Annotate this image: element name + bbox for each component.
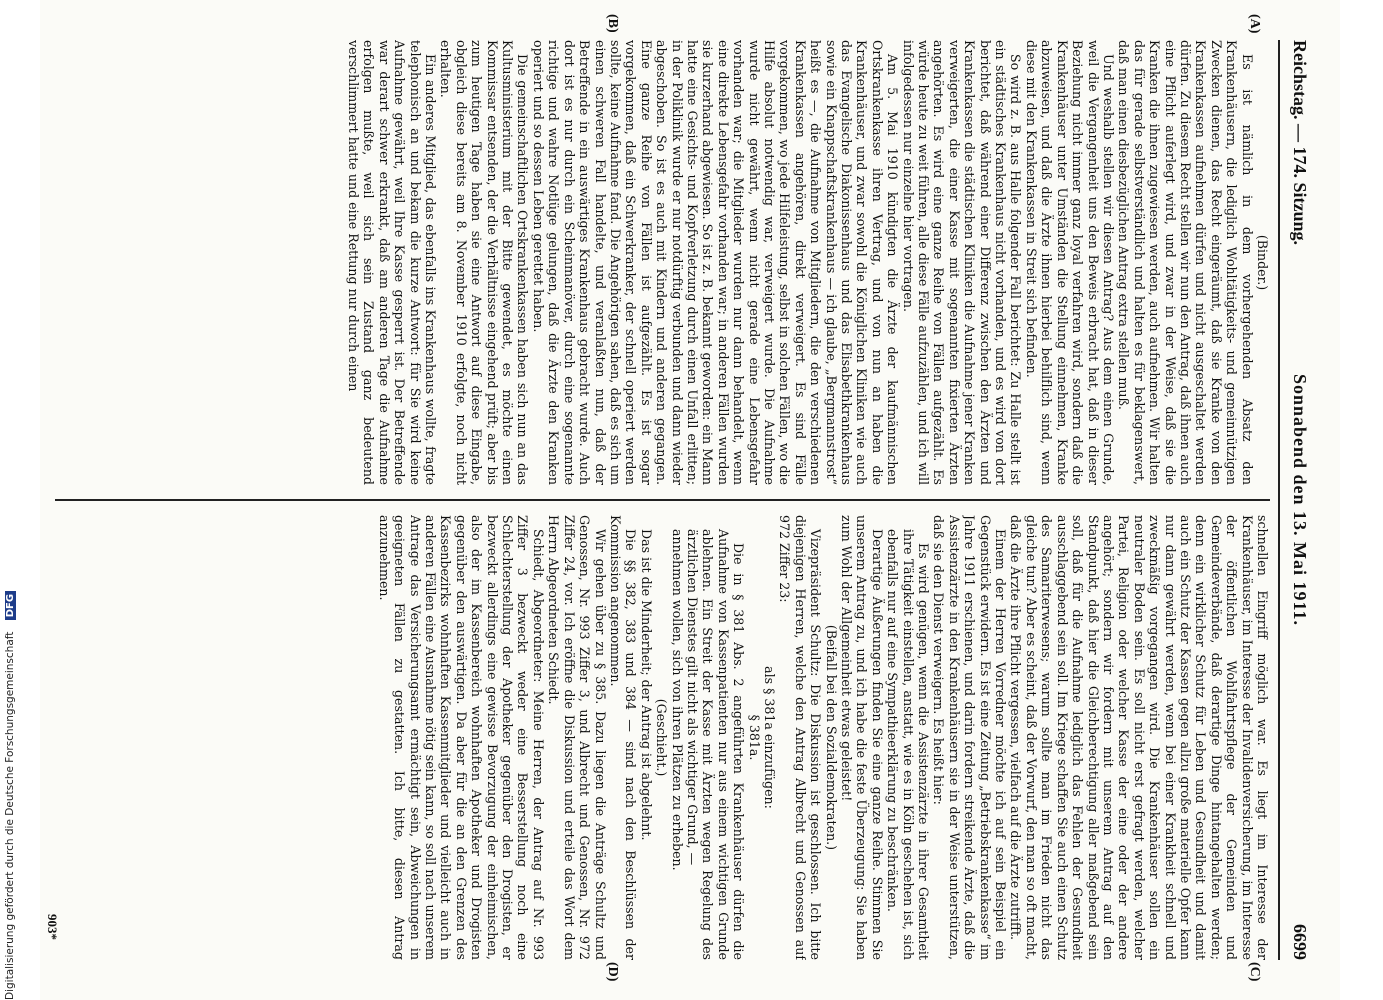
page-number: 6699 bbox=[1290, 924, 1310, 960]
section-heading: § 381a. bbox=[746, 714, 762, 761]
paragraph: Wir gehen über zu § 385. Dazu liegen die Anträge Schultz und Genossen, Nr. 993 Ziffer 3, und Albrecht und Genossen, Nr. 972 Ziffer 24, vor. Ich eröffne die Diskussion und erteile das Wort dem Herrn Abgeordneten Schiedt. bbox=[546, 515, 608, 960]
quotation: Es wird genügen, wenn die Assistenzärzte in ihrer Gesamtheit ihre Tätigkeit einstellen, anstatt, wie es in Köln geschehen ist, sich ebenfalls nur auf eine Sympathieerklärung zu beschränken. bbox=[885, 529, 932, 960]
paragraph: Und weshalb stellen wir diesen Antrag? Aus dem einen Grunde, weil die Vergangenheit uns den Beweis erbracht hat, daß in dieser Beziehung nicht immer ganz loyal verfahren wird, sondern daß die Krankenhäuser unter Umständen die Stellung einnehmen, Kranke abzuweisen, und daß die Ärzte ihnen hierbei behilflich sind, wenn diese mit den Krankenkassen in Streit sich befinden. bbox=[1023, 40, 1116, 485]
digitization-credit bbox=[4, 20, 16, 1000]
paragraph: Die §§ 382, 383 und 384 — sind nach den Beschlüssen der Kommission angenommen. bbox=[607, 515, 639, 960]
paragraph: Es ist nämlich in dem vorhergehenden Absatz den Krankenhäusern, die lediglich Wohltätigkeits- und gemeinnützigen Zwecken dienen, das Recht eingeräumt, daß sie Kranke von den Krankenkassen aufnehmen dürfen und nicht ausgeschaltet werden dürfen. Zu diesem Recht stellen wir nun den Antrag, daß ihnen auch eine Pflicht auferlegt wird, und zwar in der Weise, daß sie die Kranken die ihnen zugewiesen werden, auch aufnehmen. Wir halten das für gerade selbstverständlich und halten es für beklagenswert, daß man einen diesbezüglichen Antrag extra stellen muß. bbox=[1116, 40, 1255, 485]
page-header bbox=[1278, 40, 1320, 960]
paragraph: Die gemeinschaftlichen Ortskrankenkassen haben sich nun an das Kultusministerium mit der Bitte gewendet, es möchte einen Kommissar entsenden, der die Verhältnisse eingehend prüft; aber bis zum heutigen Tage haben sie eine Antwort auf diese Eingabe, obgleich diese bereits am 8. November 1910 erfolgte, noch nicht erhalten. bbox=[438, 40, 531, 485]
paragraph: schnellen Eingriff möglich war. Es liegt im Interesse der Krankenhäuser, im Interesse der Invalidenversicherung, im Interesse der öffentlichen Wohlfahrtspflege der Gemeinden und Gemeindeverbände, daß derartige Dinge hintangehalten werden; denn ein wirklicher Schutz für Leben und Gesundheit und damit auch ein Schutz der Kassen gegen allzu große materielle Opfer kann nur dann gewährt werden, wenn bei einer Krankheit schnell und zweckmäßig vorgegangen wird. Die Krankenhäuser sollen ein neutraler Boden sein. Es soll nicht erst gefragt werden, welcher Partei, Religion oder welcher Kasse der eine oder der andere angehört; sondern wir fordern mit unserem Antrag auf den Standpunkt, daß hier die Gleichberechtigung aller maßgebend sein soll, daß für die Aufnahme lediglich das Fehlen der Gesundheit ausschlaggebend sein soll. Im Kriege schaffen Sie auch einen Schutz des Samariterwesens; warum sollte man im Frieden nicht das gleiche tun? Aber es scheint, daß der Vorwurf, den man so oft macht, daß die Ärzte ihre Pflicht vergessen, vielfach auf die Ärzte zutrifft. bbox=[1008, 515, 1270, 960]
stage-note: (Geschieht.) bbox=[654, 698, 670, 777]
scanned-page bbox=[40, 0, 1340, 1000]
margin-letter-b: (B) bbox=[605, 14, 620, 33]
header-left: Reichstag. — 174. Sitzung. bbox=[1290, 40, 1310, 246]
margin-letter-a: (A) bbox=[1247, 14, 1262, 34]
left-column bbox=[60, 40, 1270, 485]
paragraph: Vizepräsident Schultz: Die Diskussion ist geschlossen. Ich bitte diejenigen Herren, welche den Antrag Albrecht und Genossen auf 972 Ziffer 23: bbox=[777, 515, 824, 960]
paragraph: annehmen wollen, sich von ihren Plätzen zu erheben. bbox=[669, 529, 685, 871]
paragraph: Derartige Äußerungen finden Sie eine ganze Reihe. Stimmen Sie unserem Antrag zu, und ich habe die feste Überzeugung: Sie haben zum Wohl der Allgemeinheit etwas geleistet! bbox=[839, 515, 885, 960]
paragraph: So wird z. B. aus Halle folgender Fall berichtet: Zu Halle stellt ist ein städtisches Krankenhaus nicht vorhanden, und es wird von dort berichtet, daß während einer Differenz zwischen den Ärzten und Krankenkassen die städtischen Kliniken die Aufnahme jener Kranken verweigerten, die einer Kasse mit sogenannten fixierten Ärzten angehörten. Es wird eine ganze Reihe von Fällen aufgezählt. Es würde heute zu weit führen, alle diese Fälle aufzuzählen, und ich will infolgedessen nur einzelne hier vortragen. bbox=[900, 40, 1024, 485]
header-date: Sonnabend den 13. Mai 1911. bbox=[1290, 373, 1310, 627]
margin-letter-c: (C) bbox=[1247, 962, 1262, 982]
sheet-signature: 903* bbox=[45, 914, 60, 940]
speaker-reference: (Binder.) bbox=[1255, 234, 1270, 291]
paragraph: als § 381a einzufügen: bbox=[762, 666, 777, 809]
dfg-logo: DFG bbox=[5, 591, 16, 620]
paragraph: Das ist die Minderheit; der Antrag ist abgelehnt. bbox=[638, 529, 654, 841]
paragraph: Schiedt, Abgeordneter: Meine Herren, der Antrag auf Nr. 993 Ziffer 3 bezweckt weder eine Besserstellung noch eine Schlechterstellung der Apotheker gegenüber den Drogisten, er bezweckt allerdings eine gewisse Bevorzugung der einheimischen, also der im Kassenbereich wohnhaften Apotheker und Drogisten gegenüber den auswärtigen. Da aber für die an den Grenzen des Kassenbezirks wohnhaften Kassenmitglieder und vielleicht auch in anderen Fällen eine Ausnahme nötig sein kann, so soll nach unserem Antrage das Versicherungsamt ermächtigt sein, Abweichungen in geeigneten Fällen zu gestatten. Ich bitte, diesen Antrag anzunehmen. bbox=[376, 515, 546, 960]
paragraph: Am 5. Mai 1910 kündigten die Ärzte der kaufmännischen Ortskrankenkasse ihren Vertrag, und von nun an haben die Krankenhäuser, und zwar sowohl die Königlichen Kliniken wie auch das Evangelische Diakonissenhaus und das Elisabethkrankenhaus sowie ein Knappschaftskrankenhaus — ich glaube, „Bergmannstrost“ heißt es —, die Aufnahme von Mitgliedern, die den verschiedenen Krankenkassen angehören, direkt verweigert. Es sind Fälle vorgekommen, wo jede Hilfeleistung, selbst in solchen Fällen, wo die Hilfe absolut notwendig war, verweigert wurde. Die Aufnahme wurde nicht gewährt, wenn nicht gerade eine Lebensgefahr vorhanden war; die Mitglieder wurden nur dann behandelt, wenn eine direkte Lebensgefahr vorhanden war; in anderen Fällen wurden sie kurzerhand abgewiesen. So ist z. B. bekannt geworden: ein Mann hatte eine Gesichts- und Kopfverletzung durch einen Unfall erlitten; in der Poliklinik wurde er nur notdürftig verbunden und dann wieder abgeschoben. So ist es auch mit Kindern und anderen gegangen. Eine ganze Reihe von Fällen ist aufgezählt. Es ist sogar vorgekommen, daß ein Schwerkranker, der schnell operiert werden sollte, keine Aufnahme fand. Die Angehörigen sahen, daß es sich um einen schweren Fall handelte, und veranlaßten nun, daß der Betreffende in ein auswärtiges Krankenhaus gebracht wurde. Auch dort ist es nur durch ein Scheinmanöver, durch eine sogenannte richtige und wahre Notlüge gelungen, daß die Ärzte den Kranken operiert und so dessen Leben gerettet haben. bbox=[530, 40, 901, 485]
column-divider bbox=[55, 499, 1270, 501]
paragraph: Einem der Herren Vorredner möchte ich auf sein Beispiel ein Gegenstück erwidern. Es ist eine Zeitung „Betriebskrankenkasse“ im Jahre 1911 erschienen, und darin fordern streikende Ärzte, daß die Assistenzärzte in den Krankenhäusern sie in der Weise unterstützen, daß sie den Dienst verweigern. Es heißt hier: bbox=[931, 515, 1009, 960]
right-column bbox=[60, 515, 1270, 960]
credit-text: Digitalisierung gefördert durch die Deutsche Forschungsgemeinschaft bbox=[4, 631, 16, 1000]
applause-note: (Beifall bei den Sozialdemokraten.) bbox=[823, 624, 839, 851]
paragraph: Ein anderes Mitglied, das ebenfalls ins Krankenhaus wollte, fragte telephonisch an und bekam die kurze Antwort: für Sie wird keine Aufnahme gewährt, weil Ihre Kasse gesperrt ist. Der Betreffende war derart schwer erkrankt, daß am anderen Tage die Aufnahme erfolgen mußte, weil sich sein Zustand ganz bedeutend verschlimmert hatte und eine Rettung nur durch einen bbox=[346, 40, 439, 485]
quotation: Die in § 381 Abs. 2 angeführten Krankenhäuser dürfen die Aufnahme von Kassenpatienten nur aus einem wichtigen Grunde ablehnen. Ein Streit der Kasse mit Ärzten wegen Regelung des ärztlichen Dienstes gilt nicht als wichtiger Grund, — bbox=[684, 529, 747, 960]
margin-letter-d: (D) bbox=[605, 962, 620, 982]
